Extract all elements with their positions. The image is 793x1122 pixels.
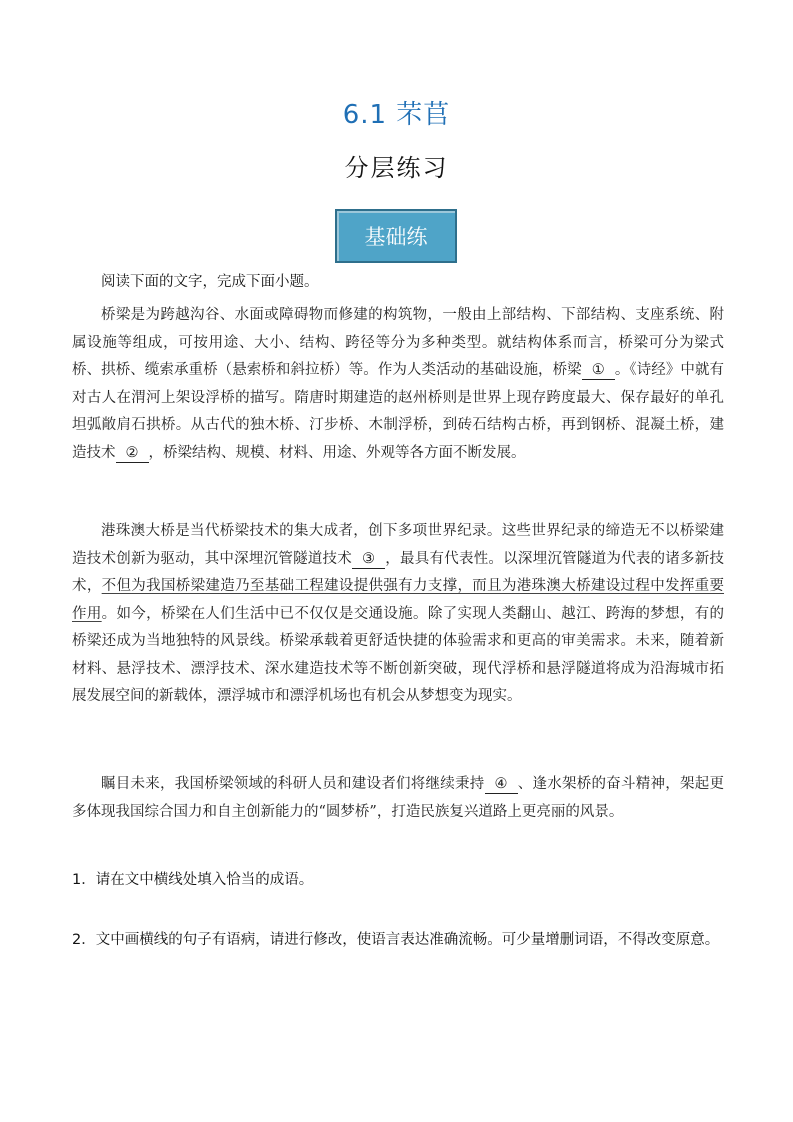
- passage-paragraph-1: [72, 302, 724, 467]
- p3-text-2: 、逢水架桥的奋斗精神，架起更多体现我国综合国力和自主创新能力的“圆梦桥”，打造民族复兴道路上更亮丽的风景。: [72, 776, 724, 820]
- passage-paragraph-3: [72, 771, 724, 826]
- blank-1: ①: [582, 361, 615, 380]
- level-badge: 基础练: [335, 209, 457, 263]
- lesson-title: 6.1 芣苢: [342, 100, 451, 130]
- blank-2: ②: [116, 444, 149, 463]
- blank-4: ④: [485, 775, 518, 794]
- p3-text-1: 瞩目未来，我国桥梁领域的科研人员和建设者们将继续秉持: [101, 776, 485, 792]
- p2-text-3: 。如今，桥梁在人们生活中已不仅仅是交通设施。除了实现人类翻山、越江、跨海的梦想，有的桥梁还成为当地独特的风景线。桥梁承载着更舒适快捷的体验需求和更高的审美需求。未来，随着新材料、悬浮技术、漂浮技术、深水建造技术等不断创新突破，现代浮桥和悬浮隧道将成为沿海城市拓展发展空间的新载体，漂浮城市和漂浮机场也有机会从梦想变为现实。: [72, 605, 725, 704]
- p1-text-1: 桥梁是为跨越沟谷、水面或障碍物而修建的构筑物，一般由上部结构、下部结构、支座系统、附属设施等组成，可按用途、大小、结构、跨径等分为多种类型。就结构体系而言，桥梁可分为梁式桥、拱桥、缆索承重桥（悬索桥和斜拉桥）等。作为人类活动的基础设施，桥梁: [72, 307, 724, 378]
- p1-text-3: ，桥梁结构、规模、材料、用途、外观等各方面不断发展。: [148, 444, 526, 461]
- blank-3: ③: [352, 550, 385, 569]
- question-2: 2．文中画横线的句子有语病，请进行修改，使语言表达准确流畅。可少量增删词语，不得改变原意。: [72, 932, 720, 948]
- reading-instruction: 阅读下面的文字，完成下面小题。: [101, 274, 319, 290]
- underlined-sentence: 不但为我国桥梁建造乃至基础工程建设提供强有力支撑，而且为港珠澳大桥建设过程中发挥重要作用: [72, 578, 725, 622]
- question-1: 1．请在文中横线处填入恰当的成语。: [72, 872, 314, 888]
- section-subtitle: 分层练习: [344, 154, 449, 182]
- passage-paragraph-2: [72, 518, 724, 711]
- p1-text-2: 。《诗经》中就有对古人在渭河上架设浮桥的描写。隋唐时期建造的赵州桥则是世界上现存跨度最大、保存最好的单孔坦弧敞肩石拱桥。从古代的独木桥、汀步桥、木制浮桥，到砖石结构古桥，再到钢桥、混凝土桥，建造技术: [72, 362, 725, 461]
- p2-text-2: ，最具有代表性。以深埋沉管隧道为代表的诸多新技术，: [72, 550, 725, 594]
- p2-text-1: 港珠澳大桥是当代桥梁技术的集大成者，创下多项世界纪录。这些世界纪录的缔造无不以桥梁建造技术创新为驱动，其中深埋沉管隧道技术: [72, 523, 724, 567]
